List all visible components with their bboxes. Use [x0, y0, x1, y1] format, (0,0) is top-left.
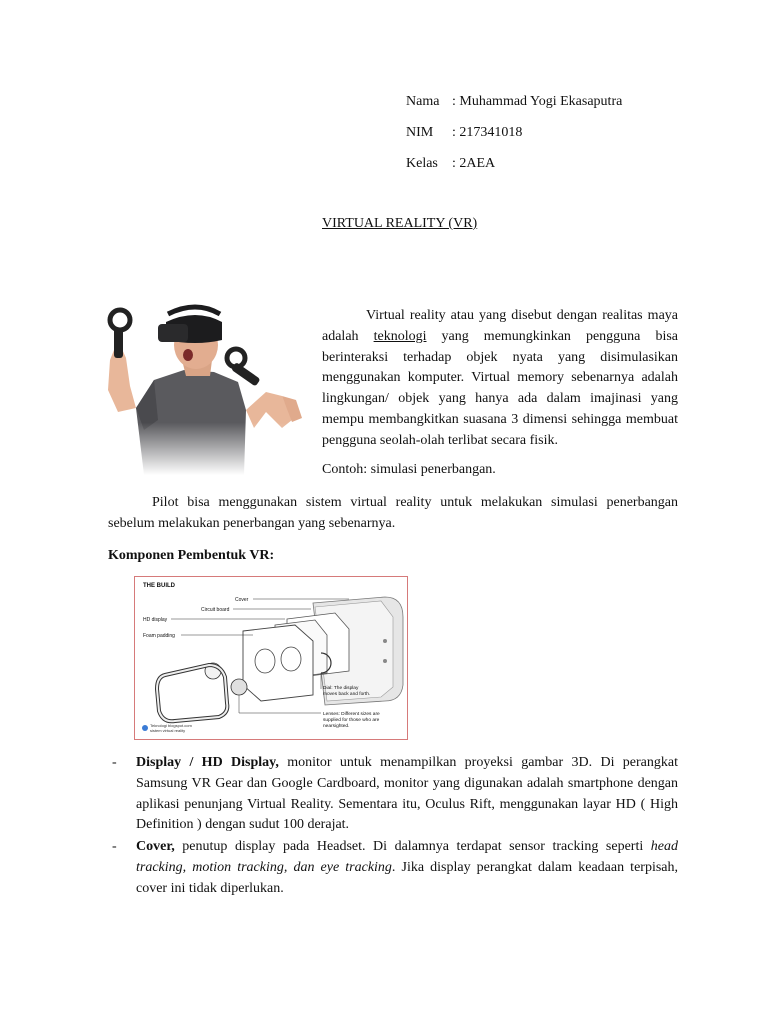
vr-build-diagram	[134, 576, 408, 740]
technology-link[interactable]: teknologi	[373, 328, 427, 344]
label-lenses-1: Lenses: Different sizes are	[323, 712, 380, 717]
lens-right	[231, 679, 247, 695]
bullet-display	[108, 753, 678, 836]
label-hd-display: HD display	[143, 617, 168, 623]
diagram-credit-2: sistem virtual reality	[150, 728, 186, 733]
intro-paragraph	[322, 306, 678, 452]
label-circuit-board: Circuit board	[201, 607, 230, 613]
name-label: Nama	[406, 94, 440, 109]
intro-text-1: Virtual reality atau yang disebut dengan realitas maya adalah	[322, 308, 678, 344]
nim-value: : 217341018	[452, 125, 523, 140]
class-value: : 2AEA	[452, 156, 496, 171]
diagram-header: THE BUILD	[143, 583, 175, 589]
bullet-cover-text-1: penutup display pada Headset. Di dalamnya terdapat sensor tracking seperti	[174, 839, 651, 854]
label-dial-1: Dial: The display	[323, 686, 359, 691]
name-row	[406, 94, 622, 110]
bullet-dash: -	[112, 839, 117, 854]
nim-row	[406, 125, 522, 141]
section-heading: Komponen Pembentuk VR:	[108, 548, 275, 563]
diagram-credit-1: Teknologi blogspot.com	[150, 723, 192, 728]
class-row	[406, 156, 495, 172]
label-lenses-3: nearsighted.	[323, 724, 350, 729]
label-cover: Cover	[235, 597, 249, 603]
credit-logo-icon	[142, 725, 148, 731]
pilot-paragraph: Pilot bisa menggunakan sistem virtual reality untuk melakukan simulasi penerbangan sebelum melakukan penerbangan yang sebenarnya.	[108, 495, 678, 531]
bullet-cover-text-2: . Jika display perangkat dalam keadaan terpisah, cover ini tidak diperlukan.	[136, 859, 678, 896]
label-dial-2: moves back and forth.	[323, 692, 371, 697]
bullet-cover-italic: head tracking, motion tracking, dan eye tracking	[136, 839, 678, 875]
class-label: Kelas	[406, 156, 438, 171]
name-value: : Muhammad Yogi Ekasaputra	[452, 94, 623, 109]
bullet-display-text: monitor untuk menampilkan proyeksi gambar 3D. Di perangkat Samsung VR Gear dan Google Cardboard, monitor yang digunakan adalah smartphone dengan aplikasi penunjang Virtual Reality. Sementara itu, Oculus Rift, menggunakan layar HD ( High Definition ) dengan sudut 100 derajat.	[136, 755, 679, 833]
bullet-cover-title: Cover,	[136, 839, 175, 854]
nim-label: NIM	[406, 125, 434, 140]
vr-user-photo	[96, 300, 306, 475]
example-text: Contoh: simulasi penerbangan.	[322, 462, 496, 477]
intro-text-2: yang memungkinkan pengguna bisa berinteraksi terhadap objek nyata yang disimulasikan menggunakan komputer. Virtual memory sebenarnya adalah lingkungan/ objek yang hanya ada dalam imajinasi yang mempu membangkitkan suasana 3 dimensi sehingga membuat pengguna seolah-olah terlibat secara fisik.	[322, 328, 678, 448]
bullet-display-title: Display / HD Display,	[136, 755, 279, 770]
label-lenses-2: supplied for those who are	[323, 718, 380, 723]
label-foam-padding: Foam padding	[143, 633, 175, 639]
document-title: VIRTUAL REALITY (VR)	[322, 216, 478, 231]
bullet-dash: -	[112, 755, 117, 770]
bullet-cover	[108, 837, 678, 899]
